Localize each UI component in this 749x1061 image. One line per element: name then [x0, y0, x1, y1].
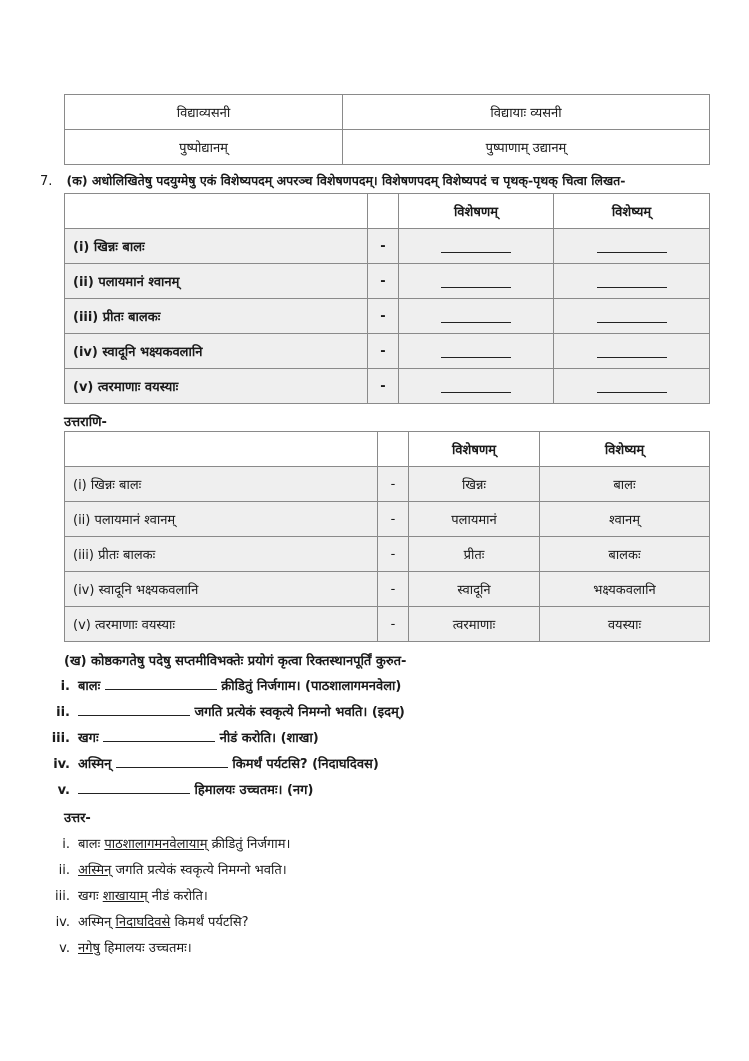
list-item — [40, 860, 287, 878]
item-pre: अस्मिन् — [78, 915, 116, 930]
item-post: हिमालयः उच्चतमः। (नग) — [194, 783, 314, 798]
question-instruction: (क) अधोलिखितेषु पदयुग्मेषु एकं विशेष्यपदम् अपरञ्च विशेषणपदम्। विशेषणपदम् विशेष्यपदं च पृथक्-पृथक् चित्वा लिखत- — [66, 173, 626, 188]
answers-heading: उत्तराणि- — [64, 415, 107, 430]
item-answer: निदाघदिवसे — [115, 915, 171, 930]
item-pre: खगः — [78, 889, 103, 904]
row-label: (i) खिन्नः बालः — [65, 467, 378, 502]
row-label: (i) खिन्नः बालः — [65, 229, 368, 264]
item-number: ii. — [58, 863, 70, 878]
part-b-answers-heading: उत्तर- — [64, 811, 91, 826]
header-adjective: विशेषणम् — [409, 432, 540, 467]
question-number: 7. — [40, 174, 53, 189]
item-number: ii. — [56, 705, 70, 720]
list-item — [40, 780, 313, 798]
adjective-blank[interactable] — [399, 229, 554, 264]
dash-cell: - — [368, 334, 399, 369]
item-post: जगति प्रत्येकं स्वकृत्ये निमग्नो भवति। — [111, 863, 287, 878]
adjective-answer: पलायमानं — [409, 502, 540, 537]
item-answer: नगेषु — [78, 941, 101, 956]
table-cell: पुष्पोद्यानम् — [65, 130, 343, 165]
list-item — [40, 728, 319, 746]
item-post: क्रीडितुं निर्जगाम। — [207, 837, 291, 852]
list-item — [40, 676, 401, 694]
answer-blank[interactable] — [103, 728, 215, 742]
noun-answer: श्वानम् — [540, 502, 710, 537]
table-row — [65, 334, 710, 369]
noun-blank[interactable] — [554, 229, 710, 264]
adjective-answer: खिन्नः — [409, 467, 540, 502]
noun-blank[interactable] — [554, 299, 710, 334]
question-7-heading — [40, 172, 626, 189]
row-label: (ii) पलायमानं श्वानम् — [65, 264, 368, 299]
noun-answer: वयस्याः — [540, 607, 710, 642]
item-post: नीडं करोति। (शाखा) — [219, 731, 319, 746]
noun-blank[interactable] — [554, 334, 710, 369]
item-post: हिमालयः उच्चतमः। — [100, 941, 192, 956]
answer-blank[interactable] — [78, 780, 190, 794]
header-noun: विशेष्यम् — [540, 432, 710, 467]
answer-blank[interactable] — [78, 702, 190, 716]
table-row — [65, 572, 710, 607]
part-b-questions — [40, 676, 740, 806]
item-number: i. — [60, 679, 70, 694]
list-item — [40, 834, 290, 852]
dash-cell: - — [368, 369, 399, 404]
adjective-blank[interactable] — [399, 334, 554, 369]
item-number: iv. — [53, 757, 70, 772]
row-label: (v) त्वरमाणाः वयस्याः — [65, 607, 378, 642]
table-cell: पुष्पाणाम् उद्यानम् — [343, 130, 710, 165]
list-item — [40, 938, 192, 956]
header-cell-empty — [368, 194, 399, 229]
table-row — [65, 229, 710, 264]
answer-blank[interactable] — [105, 676, 217, 690]
row-label: (ii) पलायमानं श्वानम् — [65, 502, 378, 537]
adjective-blank[interactable] — [399, 299, 554, 334]
question-table — [64, 193, 710, 404]
item-pre: बालः — [78, 679, 101, 694]
row-label: (iii) प्रीतः बालकः — [65, 299, 368, 334]
dash-cell: - — [378, 607, 409, 642]
noun-answer: बालः — [540, 467, 710, 502]
header-cell-empty — [65, 194, 368, 229]
table-row — [65, 369, 710, 404]
dash-cell: - — [368, 299, 399, 334]
item-number: iii. — [51, 731, 70, 746]
compound-table — [64, 94, 710, 165]
header-cell-empty — [378, 432, 409, 467]
table-cell: विद्यायाः व्यसनी — [343, 95, 710, 130]
dash-cell: - — [368, 264, 399, 299]
dash-cell: - — [378, 537, 409, 572]
list-item — [40, 912, 249, 930]
table-row — [65, 299, 710, 334]
table-row — [65, 537, 710, 572]
item-number: iv. — [55, 915, 70, 930]
answer-table — [64, 431, 710, 642]
noun-blank[interactable] — [554, 264, 710, 299]
table-row — [65, 502, 710, 537]
noun-blank[interactable] — [554, 369, 710, 404]
noun-answer: भक्ष्यकवलानि — [540, 572, 710, 607]
list-item — [40, 754, 379, 772]
row-label: (v) त्वरमाणाः वयस्याः — [65, 369, 368, 404]
adjective-blank[interactable] — [399, 264, 554, 299]
item-answer: शाखायाम् — [102, 889, 148, 904]
row-label: (iv) स्वादूनि भक्ष्यकवलानि — [65, 334, 368, 369]
part-b-answers — [40, 834, 740, 964]
table-row — [65, 95, 710, 130]
item-number: iii. — [55, 889, 70, 904]
list-item — [40, 702, 405, 720]
header-noun: विशेष्यम् — [554, 194, 710, 229]
adjective-answer: स्वादूनि — [409, 572, 540, 607]
table-row — [65, 264, 710, 299]
item-post: किमर्थं पर्यटसि? — [170, 915, 249, 930]
table-row — [65, 130, 710, 165]
header-adjective: विशेषणम् — [399, 194, 554, 229]
item-post: नीडं करोति। — [147, 889, 208, 904]
item-post: किमर्थं पर्यटसि? (निदाघदिवस) — [232, 757, 379, 772]
item-pre: खगः — [78, 731, 99, 746]
table-header-row — [65, 432, 710, 467]
table-row — [65, 467, 710, 502]
noun-answer: बालकः — [540, 537, 710, 572]
list-item — [40, 886, 208, 904]
item-number: v. — [57, 783, 70, 798]
item-answer: पाठशालागमनवेलायाम् — [104, 837, 208, 852]
item-number: v. — [59, 941, 70, 956]
dash-cell: - — [378, 502, 409, 537]
table-row — [65, 607, 710, 642]
dash-cell: - — [378, 572, 409, 607]
table-header-row — [65, 194, 710, 229]
item-number: i. — [62, 837, 70, 852]
row-label: (iii) प्रीतः बालकः — [65, 537, 378, 572]
dash-cell: - — [378, 467, 409, 502]
item-answer: अस्मिन् — [78, 863, 112, 878]
item-pre: बालः — [78, 837, 105, 852]
row-label: (iv) स्वादूनि भक्ष्यकवलानि — [65, 572, 378, 607]
item-post: जगति प्रत्येकं स्वकृत्ये निमग्नो भवति। (इदम्) — [194, 705, 405, 720]
item-pre: अस्मिन् — [78, 757, 112, 772]
adjective-blank[interactable] — [399, 369, 554, 404]
header-cell-empty — [65, 432, 378, 467]
dash-cell: - — [368, 229, 399, 264]
answer-blank[interactable] — [116, 754, 228, 768]
item-post: क्रीडितुं निर्जगाम। (पाठशालागमनवेला) — [221, 679, 402, 694]
adjective-answer: प्रीतः — [409, 537, 540, 572]
table-cell: विद्याव्यसनी — [65, 95, 343, 130]
adjective-answer: त्वरमाणाः — [409, 607, 540, 642]
part-b-instruction: (ख) कोष्ठकगतेषु पदेषु सप्तमीविभक्तेः प्रयोगं कृत्वा रिक्तस्थानपूर्तिं कुरुत- — [64, 654, 407, 669]
